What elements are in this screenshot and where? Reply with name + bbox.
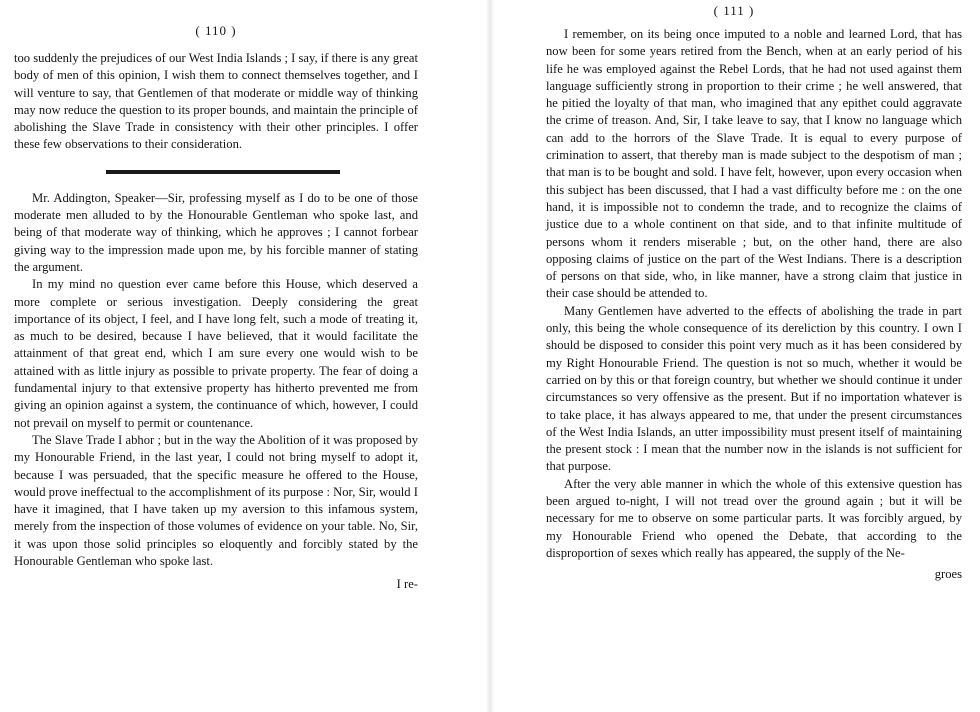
paragraph: Mr. Addington, Speaker—Sir, professing myself as I do to be one of those moderate men alluded to by the Honourable Gentleman who spoke last, and being of that moderate way of thinking, which he approves ; I cannot forbear giving way to the impression made upon me, by his forcible manner of stating the argument. [14, 190, 418, 274]
page-number: ( 111 ) [713, 3, 755, 18]
paragraph: I remember, on its being once imputed to a noble and learned Lord, that has now been for some years retired from the Bench, when at an early period of his life he was employed against the Rebel Lords, that he had not used against them language sufficiently strong in proportion to their crime ; he well answered, that he pitied the loyalty of that man, who imagined that any epithet could aggravate the crime of treason. And, Sir, I take leave to say, that I know no language which can add to the horrors of the Slave Trade. It is equal to every purpose of crimination to assert, that thereby man is made subject to the despotism of man ; that man is to be bought and sold. I have felt, however, upon every occasion when this subject has been discussed, that I had a vast difficulty before me : on the one hand, it is impossible not to condemn the trade, and to recognize the claims of justice due to a whole continent on that side, and to that infinite multitude of persons whom it renders miserable ; but, on the other hand, there are also opposing claims of justice on the part of the West Indians. There is a description of persons on that side, who, in like manner, have a strong claim that justice in their case should be attended to. [546, 27, 962, 301]
paragraph: In my mind no question ever came before this House, which deserved a more complete or serious investigation. Deeply considering the great importance of its object, I feel, and I have long felt, such a mode of treating it, as much to be desired, because I have believed, that it would facilitate the attainment of that great end, which I am sure every one would wish to be attained with as little injury as possible to private property. The fear of doing a fundamental injury to that extensive property has hitherto prevented me from giving an opinion against a system, the continuance of which, however, I could not prevail on myself to permit or countenance. [14, 277, 418, 430]
catchword: I re- [396, 577, 418, 592]
paragraph: After the very able manner in which the whole of this extensive question has been argued to-night, I will not tread over the ground again ; but it will be necessary for me to observe on some particular parts. It was forcibly argued, by my Honourable Friend who opened the Debate, that according to the disproportion of sexes which really has appeared, the supply of the Ne- [546, 476, 962, 560]
paragraph: too suddenly the prejudices of our West India Islands ; I say, if there is any great body of men of this opinion, I wish them to connect themselves together, and I will venture to say, that Gentlemen of that moderate or middle way of thinking may now reduce the question to its proper bounds, and maintain the principle of abolishing the Slave Trade in consistency with their other principles. I offer these few observations to their consideration. [14, 51, 418, 152]
right-page [490, 0, 980, 712]
page-number: ( 110 ) [195, 23, 237, 38]
paragraph: The Slave Trade I abhor ; but in the way the Abolition of it was proposed by my Honourable Friend, in the last year, I could not bring myself to adopt it, because I was persuaded, that the specific measure he offered to the House, would prove ineffectual to the accomplishment of its purpose : Nor, Sir, would I have it imagined, that I have taken up my aversion to this infamous system, merely from the inspection of those volumes of evidence on your table. No, Sir, it was upon those solid principles so eloquently and forcibly stated by the Honourable Gentleman who spoke last. [14, 432, 418, 569]
section-divider [106, 170, 340, 174]
paragraph: Many Gentlemen have adverted to the effects of abolishing the trade in part only, this being the whole consequence of its dereliction by this country. I own I should be disposed to consider this point very much as it has been considered by my Right Honourable Friend. The question is not so much, whether it would be carried on by this or that foreign country, but whether we should continue it under circumstances so very offensive as the present. But if no importation whatever is to take place, it has always appeared to me, that under the present circumstances of the West India Islands, an utter impossibility must present itself of maintaining the present stock : I mean that the number now in the islands is not sufficient for that purpose. [546, 303, 962, 474]
catchword: groes [934, 567, 962, 582]
